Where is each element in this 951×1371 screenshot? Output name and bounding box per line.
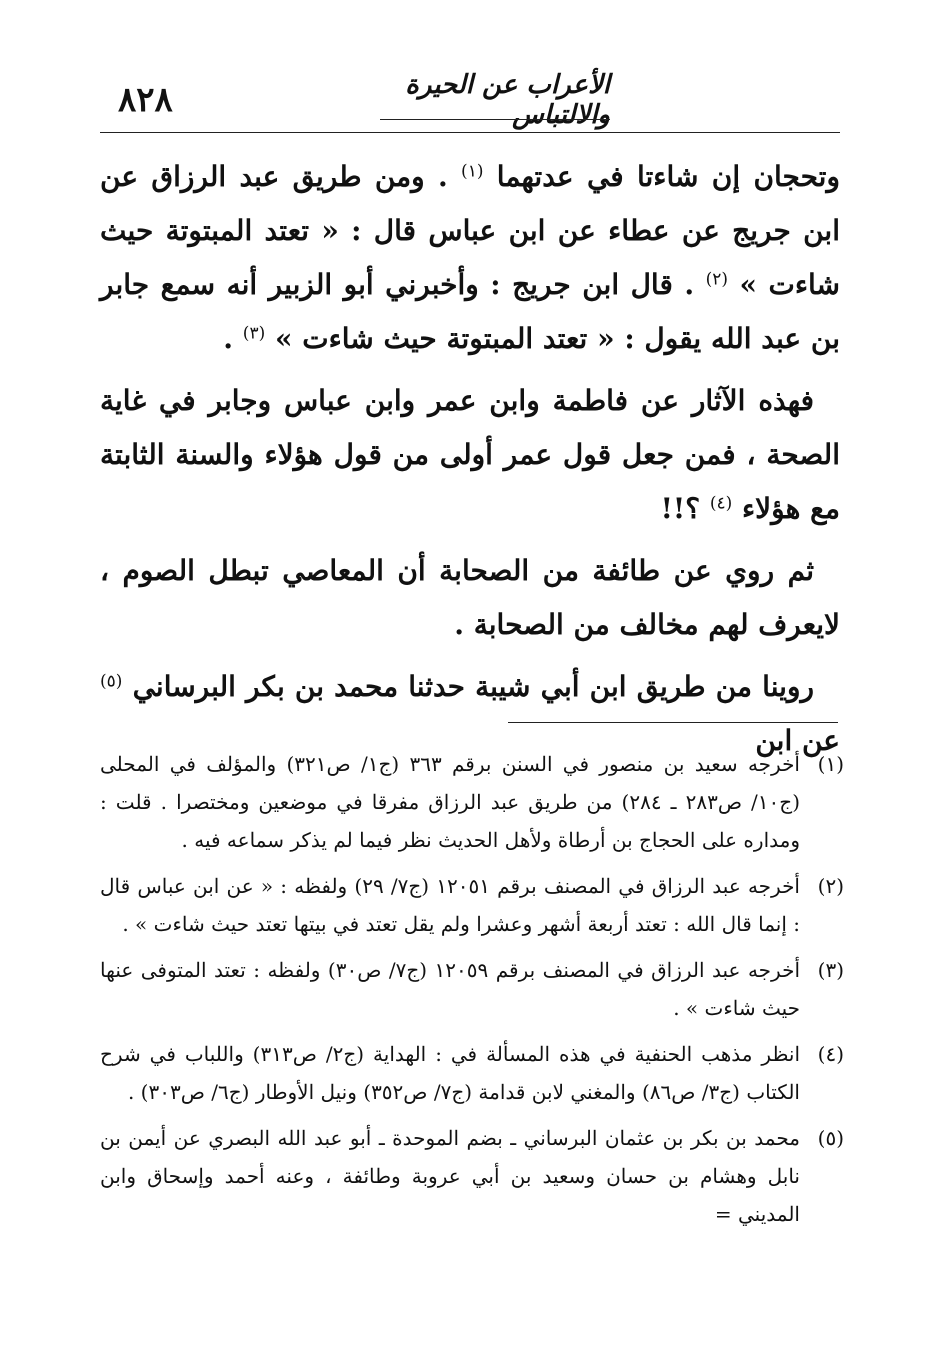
text-run: وتحجان إن شاءتا في عدتهما xyxy=(496,160,840,193)
running-title xyxy=(380,72,610,128)
footnote-number: (١) xyxy=(817,752,844,776)
page-number: ٨٢٨ xyxy=(118,80,173,120)
footnote-text: أخرجه سعيد بن منصور في السنن برقم ٣٦٣ (ج١/ ص٣٢١) والمؤلف في المحلى (ج١٠/ ص٢٨٣ ـ ٢٨٤) من طريق عبد الرزاق مفرقا في موضعين ومختصرا . قلت : ومداره على الحجاج بن أرطاة ولأهل الحديث نظر فيما لم يذكر سماعه فيه . xyxy=(100,752,800,852)
footnote-separator xyxy=(508,722,838,723)
text-run: عن ابن xyxy=(755,724,840,757)
main-text xyxy=(100,150,840,776)
footnote-number: (٣) xyxy=(817,958,844,982)
footnote-3 xyxy=(100,951,844,1027)
footnote-number: (٤) xyxy=(817,1042,844,1066)
footnote-ref-4: (٤) xyxy=(709,493,733,514)
text-run: فهذه الآثار عن فاطمة وابن عمر وابن عباس وجابر في غاية الصحة ، فمن جعل قول عمر أولى من قول هؤلاء والسنة الثابتة مع هؤلاء xyxy=(100,384,840,525)
footnote-2 xyxy=(100,867,844,943)
footnote-1 xyxy=(100,745,844,859)
footnote-text: محمد بن بكر بن عثمان البرساني ـ بضم الموحدة ـ أبو عبد الله البصري عن أيمن بن نابل وهشام بن حسان وسعيد بن أبي عروبة وطائفة ، وعنه أحمد وإسحاق وابن المديني = xyxy=(100,1126,800,1226)
paragraph-1 xyxy=(100,150,840,366)
footnote-text: أخرجه عبد الرزاق في المصنف برقم ١٢٠٥٩ (ج٧/ ص٣٠) ولفظه : تعتد المتوفى عنها حيث شاءت » . xyxy=(100,958,800,1020)
paragraph-2 xyxy=(100,374,840,536)
text-run: ؟!! xyxy=(660,492,701,525)
text-run: . قال ابن جريج : وأخبرني أبو الزبير أنه سمع جابر بن عبد الله يقول : « تعتد المبتوتة حيث شاءت » xyxy=(100,268,840,355)
footnote-ref-5: (٥) xyxy=(100,671,123,692)
text-run: . ومن طريق عبد الرزاق عن ابن جريج عن عطاء عن ابن عباس قال : « تعتد المبتوتة حيث شاءت » xyxy=(100,160,841,301)
paragraph-3: ثم روي عن طائفة من الصحابة أن المعاصي تبطل الصوم ، لايعرف لهم مخالف من الصحابة . xyxy=(100,554,840,641)
footnote-ref-2: (٢) xyxy=(705,269,729,290)
footnote-ref-1: (١) xyxy=(461,161,484,182)
title-ornament xyxy=(380,115,610,120)
footnotes xyxy=(100,745,844,1241)
footnote-number: (٥) xyxy=(817,1126,844,1150)
footnote-number: (٢) xyxy=(817,874,844,898)
footnote-ref-3: (٣) xyxy=(242,323,266,344)
footnote-5 xyxy=(100,1119,844,1233)
footnote-4 xyxy=(100,1035,844,1111)
running-title-text: الأعراب عن الحيرة والالتباس xyxy=(405,70,610,130)
footnote-text: انظر مذهب الحنفية في هذه المسألة في : الهداية (ج٢/ ص٣١٣) واللباب في شرح الكتاب (ج٣/ ص٨٦) والمغني لابن قدامة (ج٧/ ص٣٥٢) ونيل الأوطار (ج٦/ ص٣٠٣) . xyxy=(100,1042,800,1104)
text-run: . xyxy=(223,322,234,355)
footnote-text: أخرجه عبد الرزاق في المصنف برقم ١٢٠٥١ (ج٧/ ٢٩) ولفظه : « عن ابن عباس قال : إنما قال الله : تعتد أربعة أشهر وعشرا ولم يقل تعتد في بيتها تعتد حيث شاءت » . xyxy=(100,874,800,936)
header-rule xyxy=(100,132,840,133)
text-run: روينا من طريق ابن أبي شيبة حدثنا محمد بن بكر البرساني xyxy=(132,670,814,703)
